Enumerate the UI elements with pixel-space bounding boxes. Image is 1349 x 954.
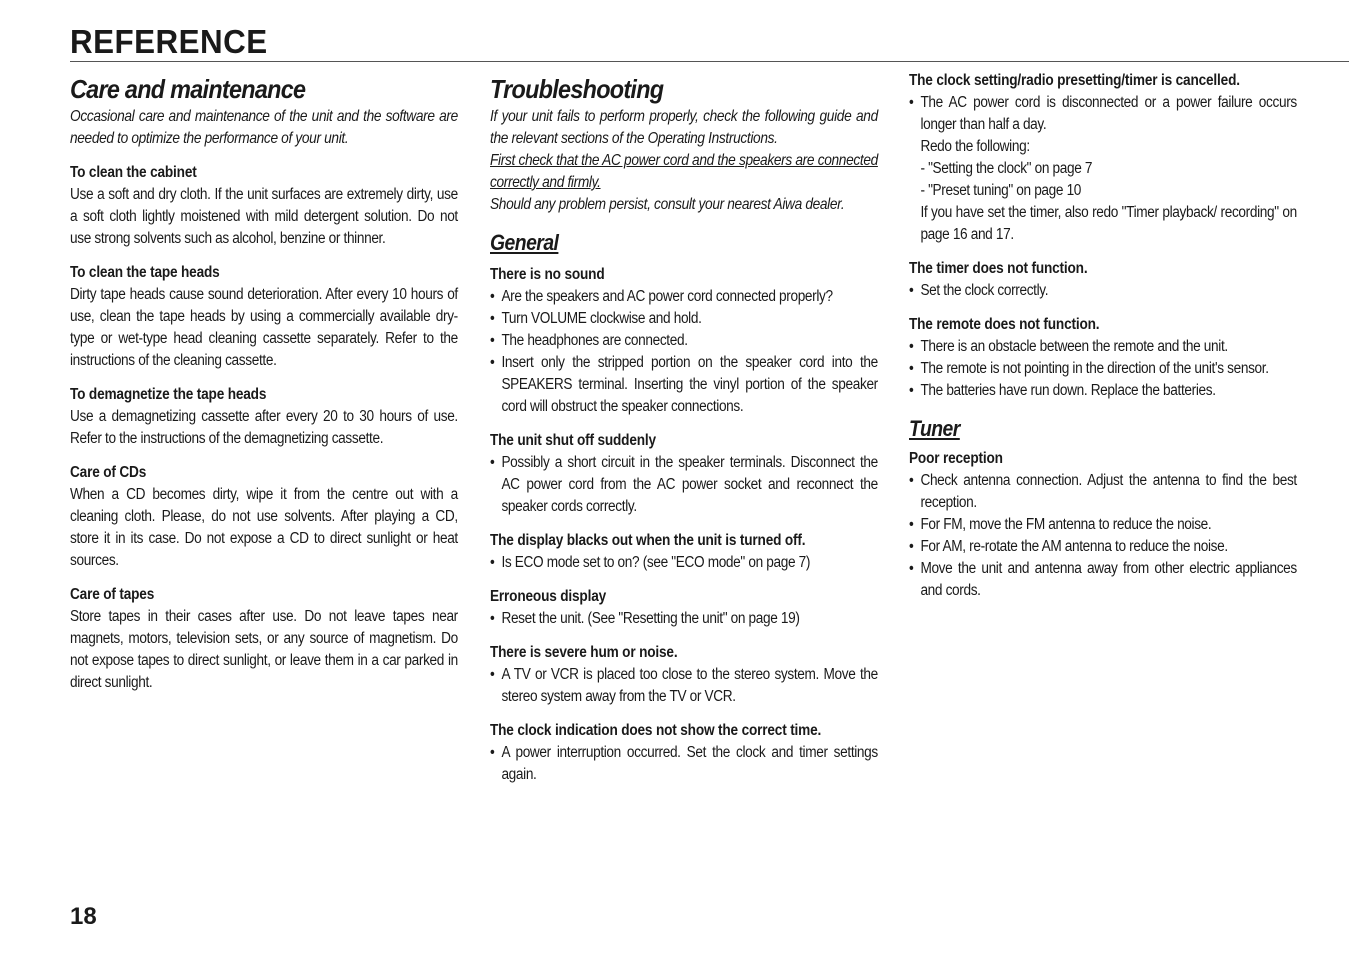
bullet-text: Move the unit and antenna away from other electric appliances and cords. (920, 560, 1297, 599)
bullet-text: Check antenna connection. Adjust the antenna to find the best reception. (920, 472, 1297, 511)
redo-line: Redo the following: (920, 138, 1030, 155)
topic-heading: Care of tapes (70, 586, 155, 603)
care-column (70, 72, 458, 694)
topic-text: When a CD becomes dirty, wipe it from the centre out with a cleaning cloth. Please, do not use solvents. After playing a CD, store it in its case. Do not expose a CD to direct sunlight or heat sources. (70, 486, 458, 569)
bullet-dot: • (909, 472, 914, 489)
bullet-dot: • (490, 554, 495, 571)
bullet-dot: • (909, 538, 914, 555)
bullet-dot: • (490, 744, 495, 761)
redo-item: - "Setting the clock" on page 7 (920, 160, 1093, 177)
bullet-dot: • (490, 310, 495, 327)
bullet-item (490, 308, 878, 330)
bullet-dot: • (909, 516, 914, 533)
topic-heading: There is severe hum or noise. (490, 644, 678, 661)
topic-text: Dirty tape heads cause sound deterioration. After every 10 hours of use, clean the tape heads by using a commercially available dry-type or wet-type head cleaning cassette separately. Refer to the instructions of the cleaning cassette. (70, 286, 458, 369)
troubleshooting-column-continued (909, 70, 1297, 602)
troubleshooting-title: Troubleshooting (490, 74, 664, 104)
bullet-item (490, 352, 878, 418)
bullet-text: Is ECO mode set to on? (see "ECO mode" on page 7) (501, 554, 811, 571)
bullet-item (490, 664, 878, 708)
troubleshooting-intro: If your unit fails to perform properly, check the following guide and the relevant sections of the Operating Instructions. (490, 108, 878, 147)
topic-heading: Erroneous display (490, 588, 607, 605)
care-title: Care and maintenance (70, 74, 306, 104)
topic-text: Use a demagnetizing cassette after every 20 to 30 hours of use. Refer to the instructions of the demagnetizing cassette. (70, 408, 458, 447)
topic-heading: The clock setting/radio presetting/timer is cancelled. (909, 72, 1240, 89)
general-subtitle: General (490, 230, 559, 255)
bullet-item (490, 330, 878, 352)
bullet-item (490, 608, 878, 630)
general-topics (490, 264, 878, 786)
bullet-list (490, 286, 878, 418)
bullet-item (490, 742, 878, 786)
topic-heading: The display blacks out when the unit is turned off. (490, 532, 806, 549)
troubleshooting-intro-dealer: Should any problem persist, consult your nearest Aiwa dealer. (490, 196, 845, 213)
bullet-text: Possibly a short circuit in the speaker terminals. Disconnect the AC power cord from the AC power socket and reconnect the speaker cords correctly. (501, 454, 878, 515)
bullet-item (909, 380, 1297, 402)
bullet-dot: • (490, 332, 495, 349)
topic-heading: The clock indication does not show the correct time. (490, 722, 822, 739)
bullet-list (909, 470, 1297, 602)
bullet-text: A TV or VCR is placed too close to the stereo system. Move the stereo system away from the TV or VCR. (501, 666, 878, 705)
topic-heading: The unit shut off suddenly (490, 432, 656, 449)
bullet-dot: • (909, 282, 914, 299)
care-topics (70, 162, 458, 694)
bullet-text: The batteries have run down. Replace the batteries. (920, 382, 1216, 399)
topic-heading: Care of CDs (70, 464, 147, 481)
bullet-text: For FM, move the FM antenna to reduce the noise. (920, 516, 1212, 533)
bullet-list (909, 92, 1297, 136)
bullet-text: The remote is not pointing in the direction of the unit's sensor. (920, 360, 1269, 377)
topic-text: Store tapes in their cases after use. Do not leave tapes near magnets, motors, television sets, or any source of magnetism. Do not expose tapes to direct sunlight, or leave them in a car parked in direct sunlight. (70, 608, 458, 691)
topic-heading: There is no sound (490, 266, 605, 283)
bullet-item (909, 336, 1297, 358)
bullet-dot: • (490, 354, 495, 371)
bullet-item (909, 470, 1297, 514)
topic-heading: The timer does not function. (909, 260, 1088, 277)
page-number: 18 (70, 903, 97, 930)
troubleshooting-content (490, 106, 878, 786)
topic-heading: The remote does not function. (909, 316, 1100, 333)
bullet-item (909, 514, 1297, 536)
bullet-dot: • (909, 338, 914, 355)
timer-note: If you have set the timer, also redo "Timer playback/ recording" on page 16 and 17. (920, 204, 1297, 243)
bullet-item (909, 92, 1297, 136)
bullet-list (909, 336, 1297, 402)
bullet-list (490, 552, 878, 574)
bullet-item (909, 558, 1297, 602)
bullet-item (490, 286, 878, 308)
topic-heading: Poor reception (909, 450, 1003, 467)
bullet-text: The headphones are connected. (501, 332, 688, 349)
bullet-dot: • (909, 360, 914, 377)
bullet-text: There is an obstacle between the remote and the unit. (920, 338, 1228, 355)
bullet-dot: • (909, 382, 914, 399)
bullet-item (490, 552, 878, 574)
care-content (70, 106, 458, 694)
care-intro: Occasional care and maintenance of the unit and the software are needed to optimize the performance of your unit. (70, 108, 458, 147)
bullet-list (490, 452, 878, 518)
topic-heading: To clean the cabinet (70, 164, 197, 181)
bullet-list (490, 742, 878, 786)
bullet-list (909, 280, 1297, 302)
bullet-text: A power interruption occurred. Set the clock and timer settings again. (501, 744, 878, 783)
bullet-text: Set the clock correctly. (920, 282, 1049, 299)
bullet-item (909, 536, 1297, 558)
bullet-text: Insert only the stripped portion on the speaker cord into the SPEAKERS terminal. Inserting the vinyl portion of the speaker cord will obstruct the speaker connections. (501, 354, 878, 415)
troubleshooting-column (490, 72, 878, 786)
bullet-dot: • (909, 560, 914, 577)
redo-item: - "Preset tuning" on page 10 (920, 182, 1082, 199)
bullet-item (909, 280, 1297, 302)
bullet-dot: • (490, 288, 495, 305)
title-rule (70, 61, 1349, 62)
bullet-dot: • (490, 454, 495, 471)
bullet-dot: • (909, 94, 914, 111)
topic-heading: To demagnetize the tape heads (70, 386, 267, 403)
bullet-text: Reset the unit. (See "Resetting the unit" on page 19) (501, 610, 800, 627)
bullet-text: Turn VOLUME clockwise and hold. (501, 310, 702, 327)
bullet-text: Are the speakers and AC power cord connected properly? (501, 288, 833, 305)
page-title: REFERENCE (70, 23, 268, 60)
bullet-list (490, 664, 878, 708)
troubleshooting-content-continued (909, 70, 1297, 602)
bullet-list (490, 608, 878, 630)
topic-text: Use a soft and dry cloth. If the unit surfaces are extremely dirty, use a soft cloth lightly moistened with mild detergent solution. Do not use strong solvents such as alcohol, benzine or thinner. (70, 186, 458, 247)
bullet-item (490, 452, 878, 518)
bullet-dot: • (490, 666, 495, 683)
bullet-text: The AC power cord is disconnected or a power failure occurs longer than half a day. (920, 94, 1297, 133)
tuner-subtitle: Tuner (909, 416, 960, 441)
bullet-text: For AM, re-rotate the AM antenna to reduce the noise. (920, 538, 1228, 555)
topic-heading: To clean the tape heads (70, 264, 220, 281)
troubleshooting-intro-underlined: First check that the AC power cord and the speakers are connected correctly and firmly. (490, 152, 878, 191)
bullet-item (909, 358, 1297, 380)
bullet-dot: • (490, 610, 495, 627)
